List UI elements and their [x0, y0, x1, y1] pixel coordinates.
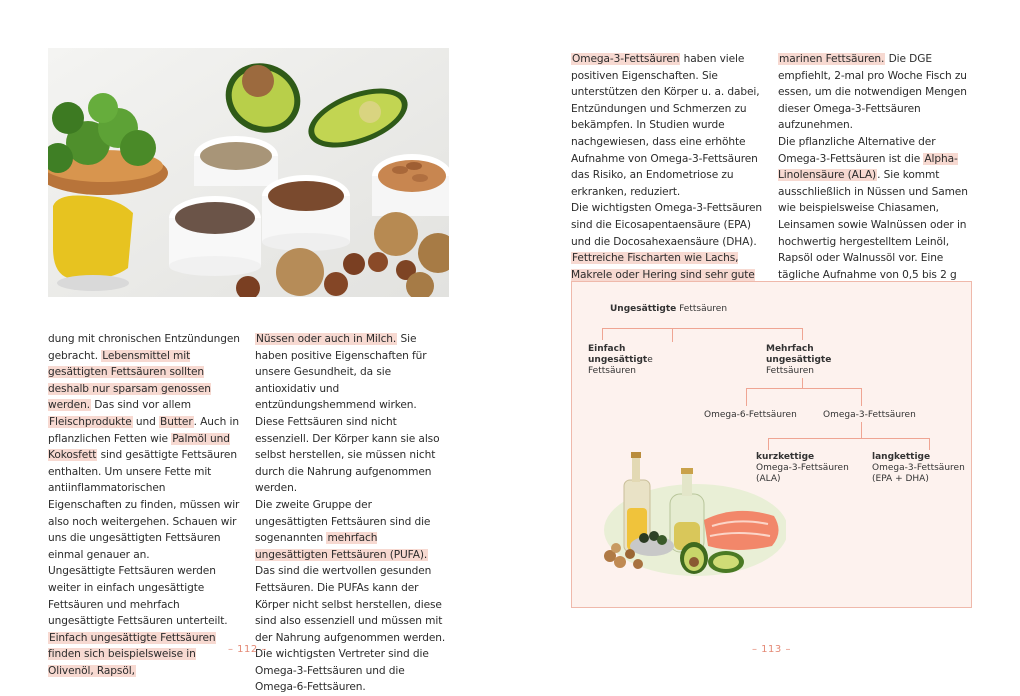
connector-line: [802, 328, 803, 340]
diagram-omega6-label: Omega-6-Fettsäuren: [704, 410, 797, 420]
diagram-root-label: [610, 304, 727, 315]
paragraph: [48, 630, 240, 680]
connector-line: [861, 422, 862, 438]
text-span: kurzkettige: [756, 452, 815, 462]
text-span: gebracht.: [48, 349, 102, 362]
connector-line: [672, 328, 673, 342]
highlight: Omega-3-Fettsäuren: [572, 53, 680, 65]
connector-line: [768, 438, 929, 439]
text-span: e: [647, 355, 653, 365]
connector-line: [746, 388, 747, 406]
text-span: Das sind die wertvollen gesunden Fettsäuren. Die PUFAs kann der Körper nicht selbst herstellen, diese sind also essenziell und müssen mit der Nahrung aufgenommen werden. Die wichtigsten Vertreter sind die Omega-3-Fettsäuren und die Omega-6-Fettsäuren.: [255, 565, 446, 694]
connector-line: [746, 388, 861, 389]
highlight: Einfach ungesättigte Fettsäuren finden sich beispielsweise in Olivenöl, Rapsöl,: [48, 631, 216, 677]
paragraph: [571, 51, 767, 200]
highlight: Fettreiche Fischarten wie Lachs, Makrele oder Hering sind sehr gute: [571, 252, 755, 297]
text-span: Fettsäuren: [676, 304, 728, 314]
fatty-acid-diagram: [571, 281, 972, 608]
text-span: langkettige: [872, 452, 931, 462]
food-sources-illustration: [586, 450, 786, 580]
diagram-omega3-label: Omega-3-Fettsäuren: [823, 410, 916, 420]
connector-line: [861, 388, 862, 406]
text-span: Mehrfach: [766, 344, 814, 354]
left-column-2: [255, 331, 447, 696]
text-span: ungesättigte: [766, 355, 832, 365]
left-page: [0, 0, 510, 694]
diagram-poly-label: [766, 344, 831, 377]
right-column-1: [571, 51, 767, 300]
highlight: marinen Fettsäuren.: [779, 53, 885, 65]
text-span: sind gesättigte Fettsäuren enthalten. Um unsere Fette mit antiinflammatorischen Eigenschaften zu finden, müssen wir also noch weitergehen. Schauen wir uns die ungesättigten Fettsäuren einmal genauer an.: [48, 449, 240, 561]
page-number: – 112 –: [228, 644, 267, 655]
text-span: Sie haben positive Eigenschaften für unsere Gesundheit, da sie antioxidativ und entzündungshemmend wirken. Diese Fettsäuren sind nicht essenziell. Der Körper kann sie also selbst herstellen, sie müssen nicht durch die Nahrung aufgenommen werden.: [255, 333, 440, 495]
connector-line: [929, 438, 930, 450]
text-span: (ALA): [756, 474, 781, 484]
connector-line: [602, 328, 802, 329]
highlight: Fleischprodukte: [49, 415, 132, 428]
text-span: dung mit chronischen Entzündungen: [48, 333, 240, 345]
left-column-1: [48, 331, 240, 679]
connector-line: [768, 438, 769, 450]
diagram-long-chain-label: [872, 452, 965, 485]
text-span: . Sie kommt ausschließlich in Nüssen und Samen wie beispielsweise Chiasamen, Leinsamen sowie Walnüssen oder in hochwertig hergestelltem Leinöl, Rapsöl oder Walnussöl vor. Eine tägliche Aufnahme von 0,5 bis 2 g: [778, 169, 968, 281]
text-span: Ungesättigte: [610, 304, 677, 314]
text-span: Das sind vor allem: [90, 399, 191, 412]
text-span: . Auch in pflanzlichen Fetten wie: [48, 415, 239, 445]
paragraph: [255, 331, 447, 497]
paragraph: [778, 51, 974, 134]
text-span: Omega-3-Fettsäuren: [872, 463, 965, 473]
right-page: [510, 0, 1020, 690]
food-illustration: [48, 48, 449, 297]
page-number: – 113 –: [752, 644, 791, 655]
text-span: haben viele positiven Eigenschaften. Sie unterstützen den Körper u. a. dabei, Entzündungen und Schmerzen zu bekämpfen. In Studien wurde nachgewiesen, dass eine erhöhte Aufnahme von Omega-3-Fettsäuren das Risiko, an Endometriose zu erkranken, reduziert.: [571, 53, 760, 198]
right-column-2: [778, 51, 974, 317]
paragraph: [48, 331, 240, 563]
text-span: Fettsäuren: [766, 366, 814, 376]
paragraph: [255, 497, 447, 696]
highlight: Butter: [160, 415, 193, 428]
text-span: (EPA + DHA): [872, 474, 929, 484]
food-photo: [48, 48, 449, 297]
highlight: Lebensmittel mit gesättigten Fettsäuren sollten deshalb nur sparsam genossen werden.: [48, 349, 211, 412]
text-span: Fettsäuren: [588, 366, 636, 376]
text-span: Die wichtigsten Omega-3-Fettsäuren sind die Eicosapentaensäure (EPA) und die Docosahexaensäure (DHA).: [571, 202, 763, 248]
highlight: Nüssen oder auch in Milch.: [256, 333, 397, 345]
text-span: Einfach: [588, 344, 626, 354]
text-span: Die DGE empfiehlt, 2-mal pro Woche Fisch zu essen, um die notwendigen Mengen dieser Omega-3-Fettsäuren aufzunehmen.: [778, 53, 967, 132]
text-span: Die zweite Gruppe der ungesättigten Fettsäuren sind die sogenannten: [255, 498, 431, 545]
connector-line: [602, 328, 603, 340]
diagram-mono-label: [588, 344, 653, 377]
text-span: ungesättigt: [588, 355, 648, 365]
text-span: Omega-3-Fettsäuren: [756, 463, 849, 473]
highlight: mehrfach ungesättigten Fettsäuren (PUFA).: [255, 532, 428, 561]
text-span: Die pflanzliche Alternative der Omega-3-Fettsäuren ist die: [778, 135, 936, 165]
connector-line: [802, 378, 803, 388]
text-span: und: [132, 415, 160, 428]
highlight: Alpha-Linolensäure (ALA): [778, 152, 958, 182]
paragraph: Ungesättigte Fettsäuren werden weiter in einfach ungesättigte Fettsäuren und mehrfach ungesättigte Fettsäuren unterteilt.: [48, 565, 228, 628]
highlight: Palmöl und Kokosfett: [48, 432, 230, 462]
